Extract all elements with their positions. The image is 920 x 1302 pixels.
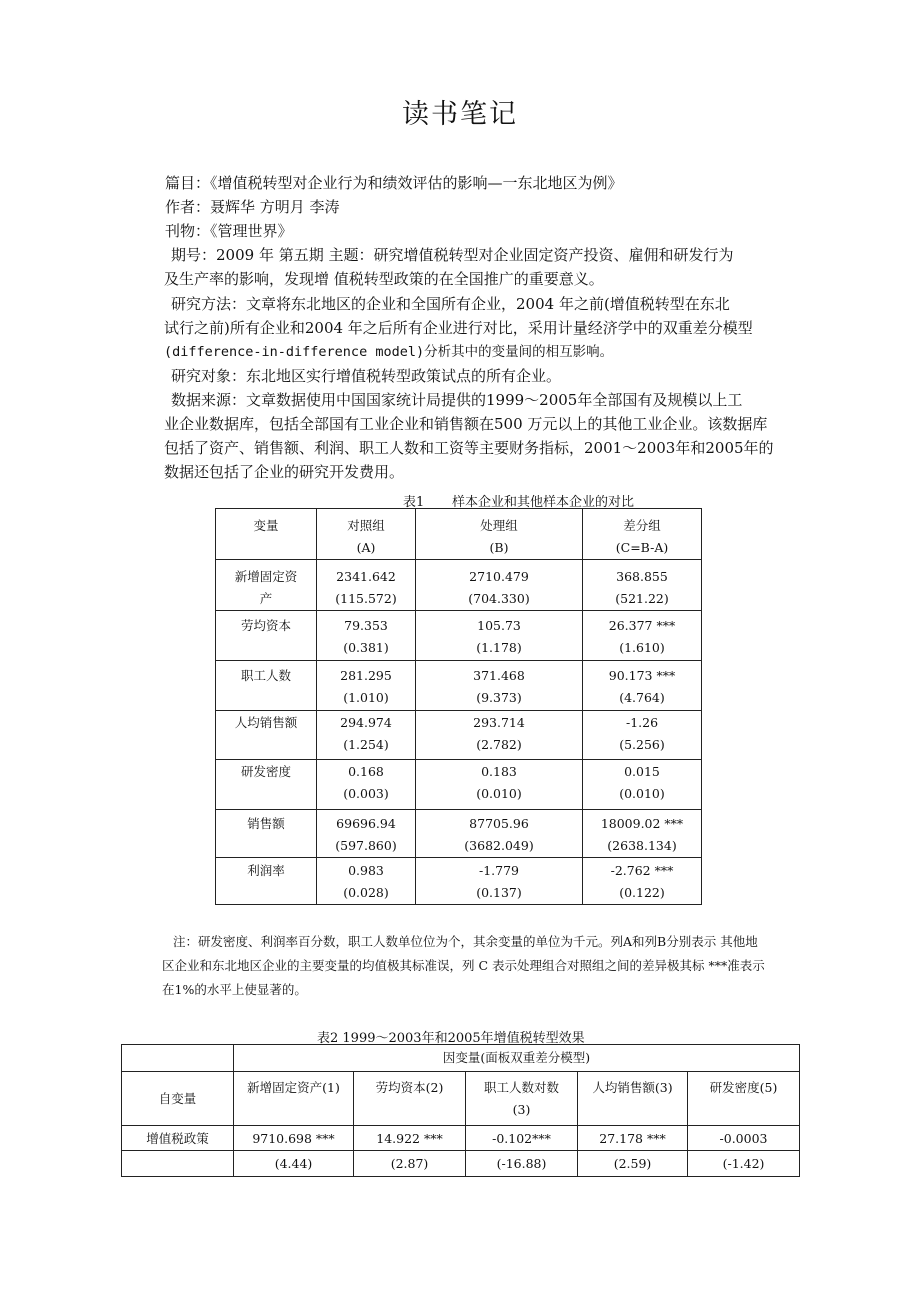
- independent-variable-header: 自变量: [122, 1072, 234, 1126]
- table1-note-line-2: 区企业和东北地区企业的主要变量的均值极其标准误，列 C 表示处理组合对照组之间的差异极其标 ***准表示: [162, 958, 765, 973]
- page-title: 读书笔记: [402, 99, 518, 130]
- header-control: 对照组 (A): [317, 509, 416, 560]
- header-variable: 变量: [216, 509, 317, 560]
- header-diff: 差分组 (C=B-A): [583, 509, 702, 560]
- issue-line-2: 及生产率的影响，发现增 值税转型政策的在全国推广的重要意义。: [164, 270, 604, 288]
- table-row: 职工人数 281.295 (1.010) 371.468 (9.373) 90.173 *** (4.764): [216, 661, 702, 711]
- table-header-row: 自变量 新增固定资产(1) 劳均资本(2) 职工人数对数 (3) 人均销售额(3) 研发密度(5): [122, 1072, 800, 1126]
- dependent-variable-header: 因变量(面板双重差分模型): [234, 1045, 800, 1072]
- table-row: 增值税政策 9710.698 *** 14.922 *** -0.102*** 27.178 *** -0.0003: [122, 1126, 800, 1151]
- table1-caption-text: 样本企业和其他样本企业的对比: [452, 495, 635, 510]
- article-line: 篇目：《增值税转型对企业行为和绩效评估的影响—一东北地区为例》: [165, 174, 623, 192]
- method-line-1: 研究方法：文章将东北地区的企业和全国所有企业，2004 年之前(增值税转型在东北: [171, 295, 730, 313]
- data-line-2: 业企业数据库，包括全部国有工业企业和销售额在500 万元以上的其他工业企业。该数据库: [164, 415, 768, 433]
- object-line: 研究对象：东北地区实行增值税转型政策试点的所有企业。: [171, 367, 562, 385]
- data-line-4: 数据还包括了企业的研究开发费用。: [164, 463, 405, 481]
- table-row: 销售额 69696.94 (597.860) 87705.96 (3682.049) 18009.02 *** (2638.134): [216, 810, 702, 858]
- effect-table: [121, 1044, 800, 1177]
- author-line: 作者：聂辉华 方明月 李涛: [165, 198, 340, 216]
- method-line-2: 试行之前)所有企业和2004 年之后所有企业进行对比，采用计量经济学中的双重差分模型: [164, 319, 753, 337]
- method-line-3: (difference-in-difference model)分析其中的变量间的相互影响。: [164, 344, 614, 360]
- data-line-1: 数据来源：文章数据使用中国国家统计局提供的1999～2005年全部国有及规模以上工: [171, 391, 743, 409]
- row-label: 增值税政策: [122, 1126, 234, 1151]
- table1-caption-num: 表1: [403, 495, 425, 510]
- table1-note-line-1: 注：研发密度、利润率百分数，职工人数单位位为个，其余变量的单位为千元。列A和列B分别表示 其他地: [173, 934, 758, 949]
- table-row: 新增固定资 产 2341.642 (115.572) 2710.479 (704.330) 368.855 (521.22): [216, 560, 702, 611]
- table-row: 利润率 0.983 (0.028) -1.779 (0.137) -2.762 *** (0.122): [216, 858, 702, 905]
- journal-line: 刊物：《管理世界》: [165, 222, 293, 240]
- table-row: 研发密度 0.168 (0.003) 0.183 (0.010) 0.015 (0.010): [216, 760, 702, 810]
- table-row: 人均销售额 294.974 (1.254) 293.714 (2.782) -1.26 (5.256): [216, 711, 702, 760]
- table-header-row: [216, 509, 702, 560]
- table-header-row: [122, 1045, 800, 1072]
- issue-line-1: 期号：2009 年 第五期 主题：研究增值税转型对企业固定资产投资、雇佣和研发行为: [171, 246, 734, 264]
- data-line-3: 包括了资产、销售额、利润、职工人数和工资等主要财务指标，2001～2003年和2005年的: [164, 439, 774, 457]
- table2-caption: 表2 1999～2003年和2005年增值税转型效果: [317, 1031, 585, 1046]
- header-treatment: 处理组 (B): [416, 509, 583, 560]
- table-row: 劳均资本 79.353 (0.381) 105.73 (1.178) 26.377 *** (1.610): [216, 611, 702, 661]
- table-row: (4.44) (2.87) (-16.88) (2.59) (-1.42): [122, 1151, 800, 1177]
- table1-note-line-3: 在1%的水平上使显著的。: [162, 982, 307, 997]
- comparison-table: [215, 508, 702, 905]
